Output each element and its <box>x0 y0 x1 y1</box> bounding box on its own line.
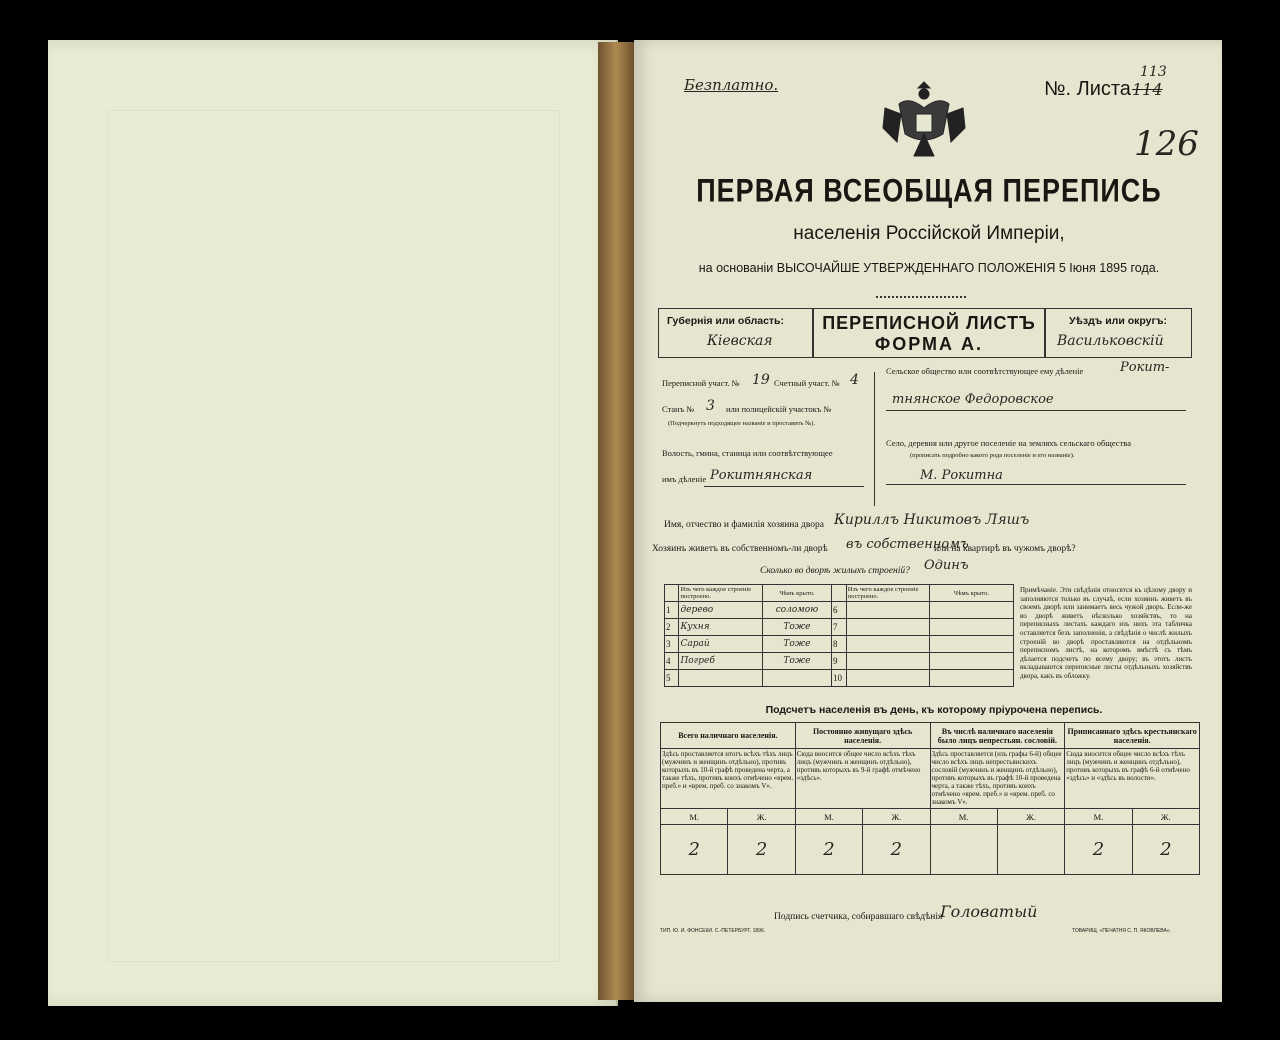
sheet-title-box: ПЕРЕПИСНОЙ ЛИСТЪ ФОРМА А. <box>812 308 1046 358</box>
main-title: ПЕРВАЯ ВСЕОБЩАЯ ПЕРЕПИСЬ <box>696 172 1162 209</box>
fields-divider <box>874 372 875 506</box>
sheet-number-crossed: 114 <box>1132 80 1163 99</box>
book-spine <box>598 42 638 1000</box>
village-value: М. Рокитна <box>920 468 1003 483</box>
census-form-page <box>634 40 1222 1002</box>
counting-district-value: 4 <box>850 372 859 388</box>
left-blank-page <box>48 40 618 1006</box>
society-value-2: тнянское Федоровское <box>892 392 1054 407</box>
table-row: 4 Погреб Тоже 9 <box>665 653 1014 670</box>
note-text: Примѣчаніе. Эти свѣдѣнія относятся къ цѣлому двору и заполняются только въ случаѣ, если хозяинъ живетъ въ своемъ дворѣ или занимаетъ весь чужой дворъ. Если-же во дворѣ живетъ нѣсколько хозяйствъ, то на переписныхъ листахъ каждаго изъ нихъ эта табличка оставляется безъ заполненія, а свѣдѣнія о числѣ жилыхъ строеній во дворѣ проставляются на отдѣльномъ переписномъ листѣ, на которомъ вмѣстѣ съ тѣмъ дѣлается подсчетъ по всему двору; въ этотъ листъ вкладываются переписные листы отдѣльныхъ хозяйствъ двора, какъ въ обложку. <box>1020 586 1192 680</box>
stan-label: Станъ № <box>662 404 695 414</box>
counting-district-label: Счетный участ. № <box>774 378 840 388</box>
population-table: Всего наличнаго населенія. Постоянно живущаго здѣсь населенія. Въ числѣ наличнаго населенія было лицъ непрестьян. сословій. Приписаннаго здѣсь крестьянскаго населенія. Здѣсь проставляется итогъ всѣхъ тѣхъ лицъ (мужчинъ и женщинъ отдѣльно), противъ которыхъ въ 10-й графѣ проведена черта, а также тѣхъ, противъ коихъ отмѣчено «врем. преб.» и «врем. преб. со знакомъ V». Сюда вносится общее число всѣхъ тѣхъ лицъ (мужчинъ и женщинъ отдѣльно), противъ которыхъ въ 9-й графѣ отмѣчено «здѣсь». Здѣсь проставляется (изъ графы 6-й) общее число всѣхъ лицъ непрестьянскихъ сословій (мужчинъ и женщинъ отдѣльно), противъ которыхъ въ графѣ 10-й проведена черта, а также тѣхъ, противъ коихъ отмѣчено «врем. преб.» и «врем. преб. со знакомъ V». Сюда вносится общее число всѣхъ тѣхъ лицъ (мужчинъ и женщинъ отдѣльно), противъ которыхъ въ графѣ 6-й отмѣчено «здѣсь» и «здѣсь въ волости». М. Ж. М. Ж. М. Ж. М. Ж. 2 2 2 2 2 2 <box>660 722 1200 875</box>
province-box: Губернія или область: Кіевская <box>658 308 814 358</box>
village-line <box>886 484 1186 485</box>
stan-value: 3 <box>706 398 715 414</box>
free-label: Безплатно. <box>684 76 779 94</box>
signature-label: Подпись счетчика, собиравшаго свѣдѣнія <box>774 912 943 922</box>
census-district-label: Переписной участ. № <box>662 378 740 388</box>
owner-lives-label-2: или на квартирѣ въ чужомъ дворѣ? <box>934 544 1076 554</box>
ornament-divider <box>876 296 966 298</box>
buildings-label: Сколько во дворѣ жилыхъ строеній? <box>760 566 910 576</box>
society-value-1: Рокит- <box>1120 360 1170 375</box>
district-box: Уѣздъ или округъ: Васильковскій <box>1044 308 1192 358</box>
basis-line: на основаніи ВЫСОЧАЙШЕ УТВЕРЖДЕННАГО ПОЛОЖЕНІЯ 5 Іюня 1895 года. <box>698 261 1160 275</box>
underline-note: (Подчеркнуть подходящее названіе и проставить №). <box>668 420 816 427</box>
buildings-value: Одинъ <box>924 558 969 573</box>
population-heading: Подсчетъ населенія въ день, къ которому пріурочена перепись. <box>765 704 1103 716</box>
police-label: или полицейскій участокъ № <box>726 404 832 414</box>
village-label: Село, деревня или другое поселеніе на земляхъ сельскаго общества <box>886 438 1131 448</box>
owner-lives-label-1: Хозяинъ живетъ въ собственномъ-ли дворѣ <box>652 544 828 554</box>
sheet-number-value: 113 <box>1140 64 1167 80</box>
volost-label-2: имъ дѣленіе <box>662 474 707 484</box>
subtitle: населенія Россійской Имперіи, <box>793 223 1065 244</box>
census-district-value: 19 <box>752 372 770 388</box>
village-note: (прописать подробно какого рода поселеніе и его названіе). <box>910 452 1075 459</box>
table-row: 1 дерево соломою 6 <box>665 602 1014 619</box>
table-row: 3 Сарай Тоже 8 <box>665 636 1014 653</box>
sheet-number-label: №. Листа <box>1044 78 1131 100</box>
bleed-through-ghost <box>108 110 560 962</box>
folio-number: 126 <box>1134 124 1199 164</box>
owner-lives-value: въ собственномъ <box>846 537 969 552</box>
volost-value: Рокитнянская <box>710 468 813 483</box>
table-row: 2 Кухня Тоже 7 <box>665 619 1014 636</box>
society-label: Сельское общество или соотвѣтствующее ему дѣленіе <box>886 366 1084 376</box>
signature-value: Головатый <box>940 902 1038 921</box>
footer-left-print: ТИП. Ю. И. ФОНСЕКИ. С.-ПЕТЕРБУРГ. 1896. <box>660 928 766 934</box>
society-line <box>886 410 1186 411</box>
volost-label: Волость, гмина, станица или соотвѣтствующее <box>662 448 833 458</box>
owner-name-label: Имя, отчество и фамилія хозяина двора <box>664 520 824 530</box>
table-row: 2 2 2 2 2 2 <box>661 825 1200 875</box>
table-row: 5 10 <box>665 670 1014 687</box>
imperial-eagle-emblem <box>879 74 969 166</box>
footer-right-print: ТОВАРИЩ. «ПЕЧАТНЯ С. П. ЯКОВЛЕВА». <box>1072 928 1171 934</box>
buildings-table: Изъ чего каждое строеніе построено. Чѣмъ крыто. Изъ чего каждое строеніе построено. Чѣмъ крыто. 1 дерево соломою 6 2 Кухня Тоже 7 3 Сарай Тоже 8 4 Погреб Тоже 9 5 10 <box>664 584 1014 687</box>
owner-name-value: Кириллъ Никитовъ Ляшъ <box>834 512 1030 528</box>
volost-line <box>704 486 864 487</box>
